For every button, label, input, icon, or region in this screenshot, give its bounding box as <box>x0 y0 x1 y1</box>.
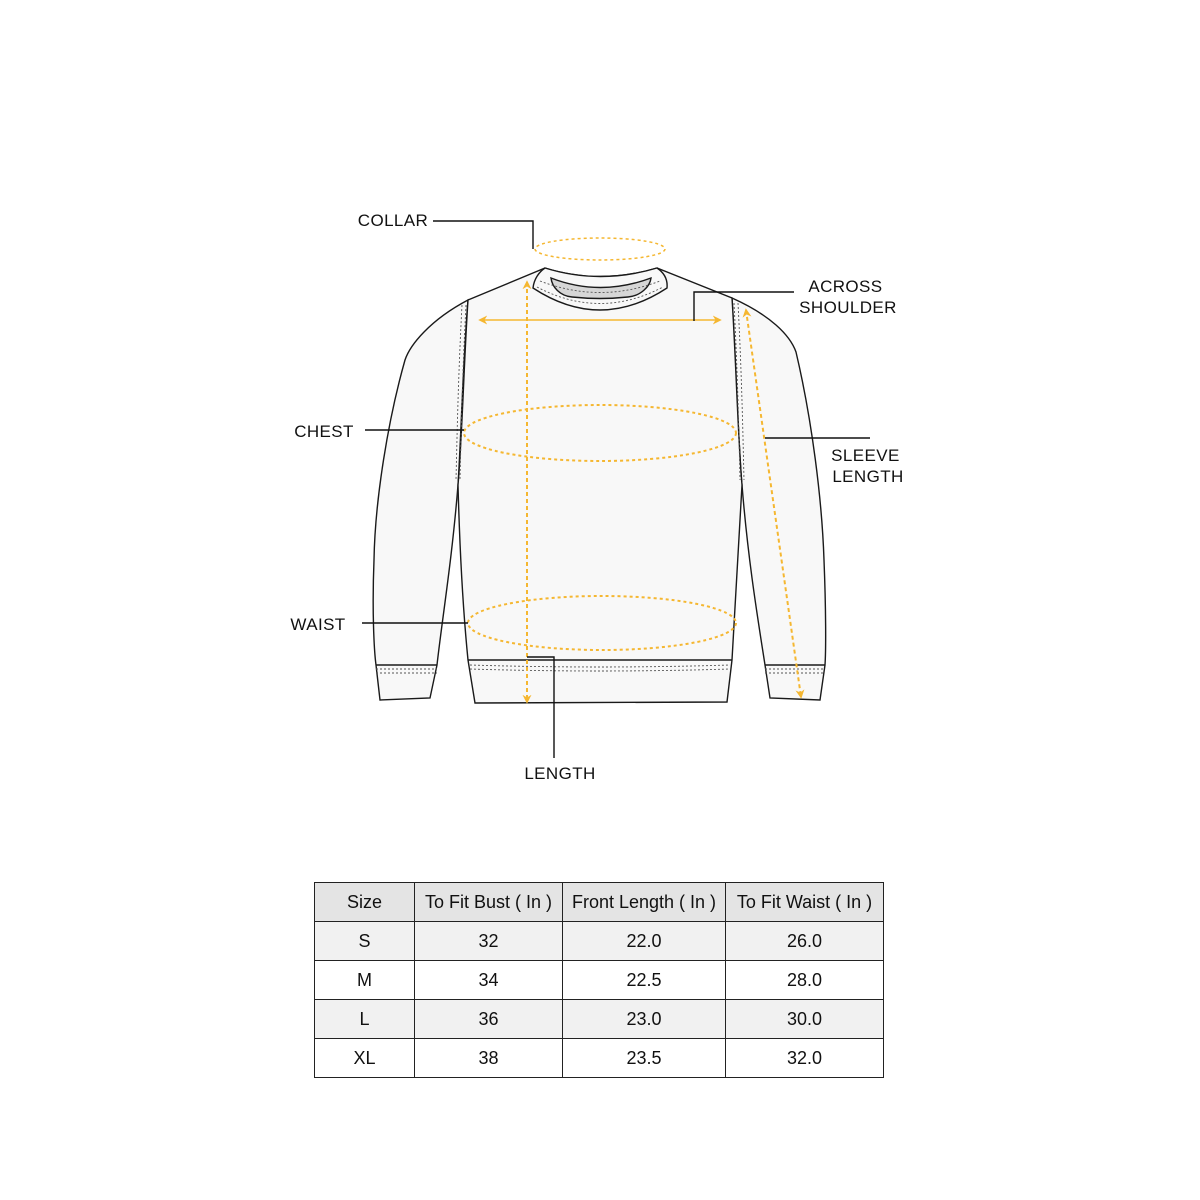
cell-bust: 34 <box>415 961 563 1000</box>
collar-label: COLLAR <box>357 211 429 230</box>
cell-front-length: 22.5 <box>563 961 726 1000</box>
cell-bust: 32 <box>415 922 563 961</box>
cell-front-length: 23.0 <box>563 1000 726 1039</box>
sweatshirt-illustration <box>373 268 825 703</box>
cell-bust: 38 <box>415 1039 563 1078</box>
cell-front-length: 22.0 <box>563 922 726 961</box>
cell-waist: 26.0 <box>726 922 884 961</box>
chest-label: CHEST <box>294 422 354 441</box>
header-waist: To Fit Waist ( In ) <box>726 883 884 922</box>
waist-label: WAIST <box>290 615 346 634</box>
header-bust: To Fit Bust ( In ) <box>415 883 563 922</box>
sweatshirt-body <box>458 268 742 703</box>
cell-size: XL <box>315 1039 415 1078</box>
across-shoulder-label: ACROSS SHOULDER <box>799 277 897 317</box>
cell-size: S <box>315 922 415 961</box>
table-row <box>315 922 884 961</box>
header-size: Size <box>315 883 415 922</box>
cell-waist: 28.0 <box>726 961 884 1000</box>
table-header-row <box>315 883 884 922</box>
size-chart-table <box>314 882 884 1078</box>
collar-measure-ellipse <box>535 238 665 260</box>
cell-bust: 36 <box>415 1000 563 1039</box>
header-front-length: Front Length ( In ) <box>563 883 726 922</box>
cell-waist: 30.0 <box>726 1000 884 1039</box>
left-sleeve <box>373 300 468 700</box>
length-label: LENGTH <box>524 764 596 783</box>
table-row <box>315 1000 884 1039</box>
table-row <box>315 961 884 1000</box>
right-sleeve <box>732 298 826 700</box>
cell-front-length: 23.5 <box>563 1039 726 1078</box>
table-row <box>315 1039 884 1078</box>
collar-leader <box>433 221 533 249</box>
cell-size: L <box>315 1000 415 1039</box>
sleeve-length-label: SLEEVE LENGTH <box>831 446 904 486</box>
cell-waist: 32.0 <box>726 1039 884 1078</box>
cell-size: M <box>315 961 415 1000</box>
